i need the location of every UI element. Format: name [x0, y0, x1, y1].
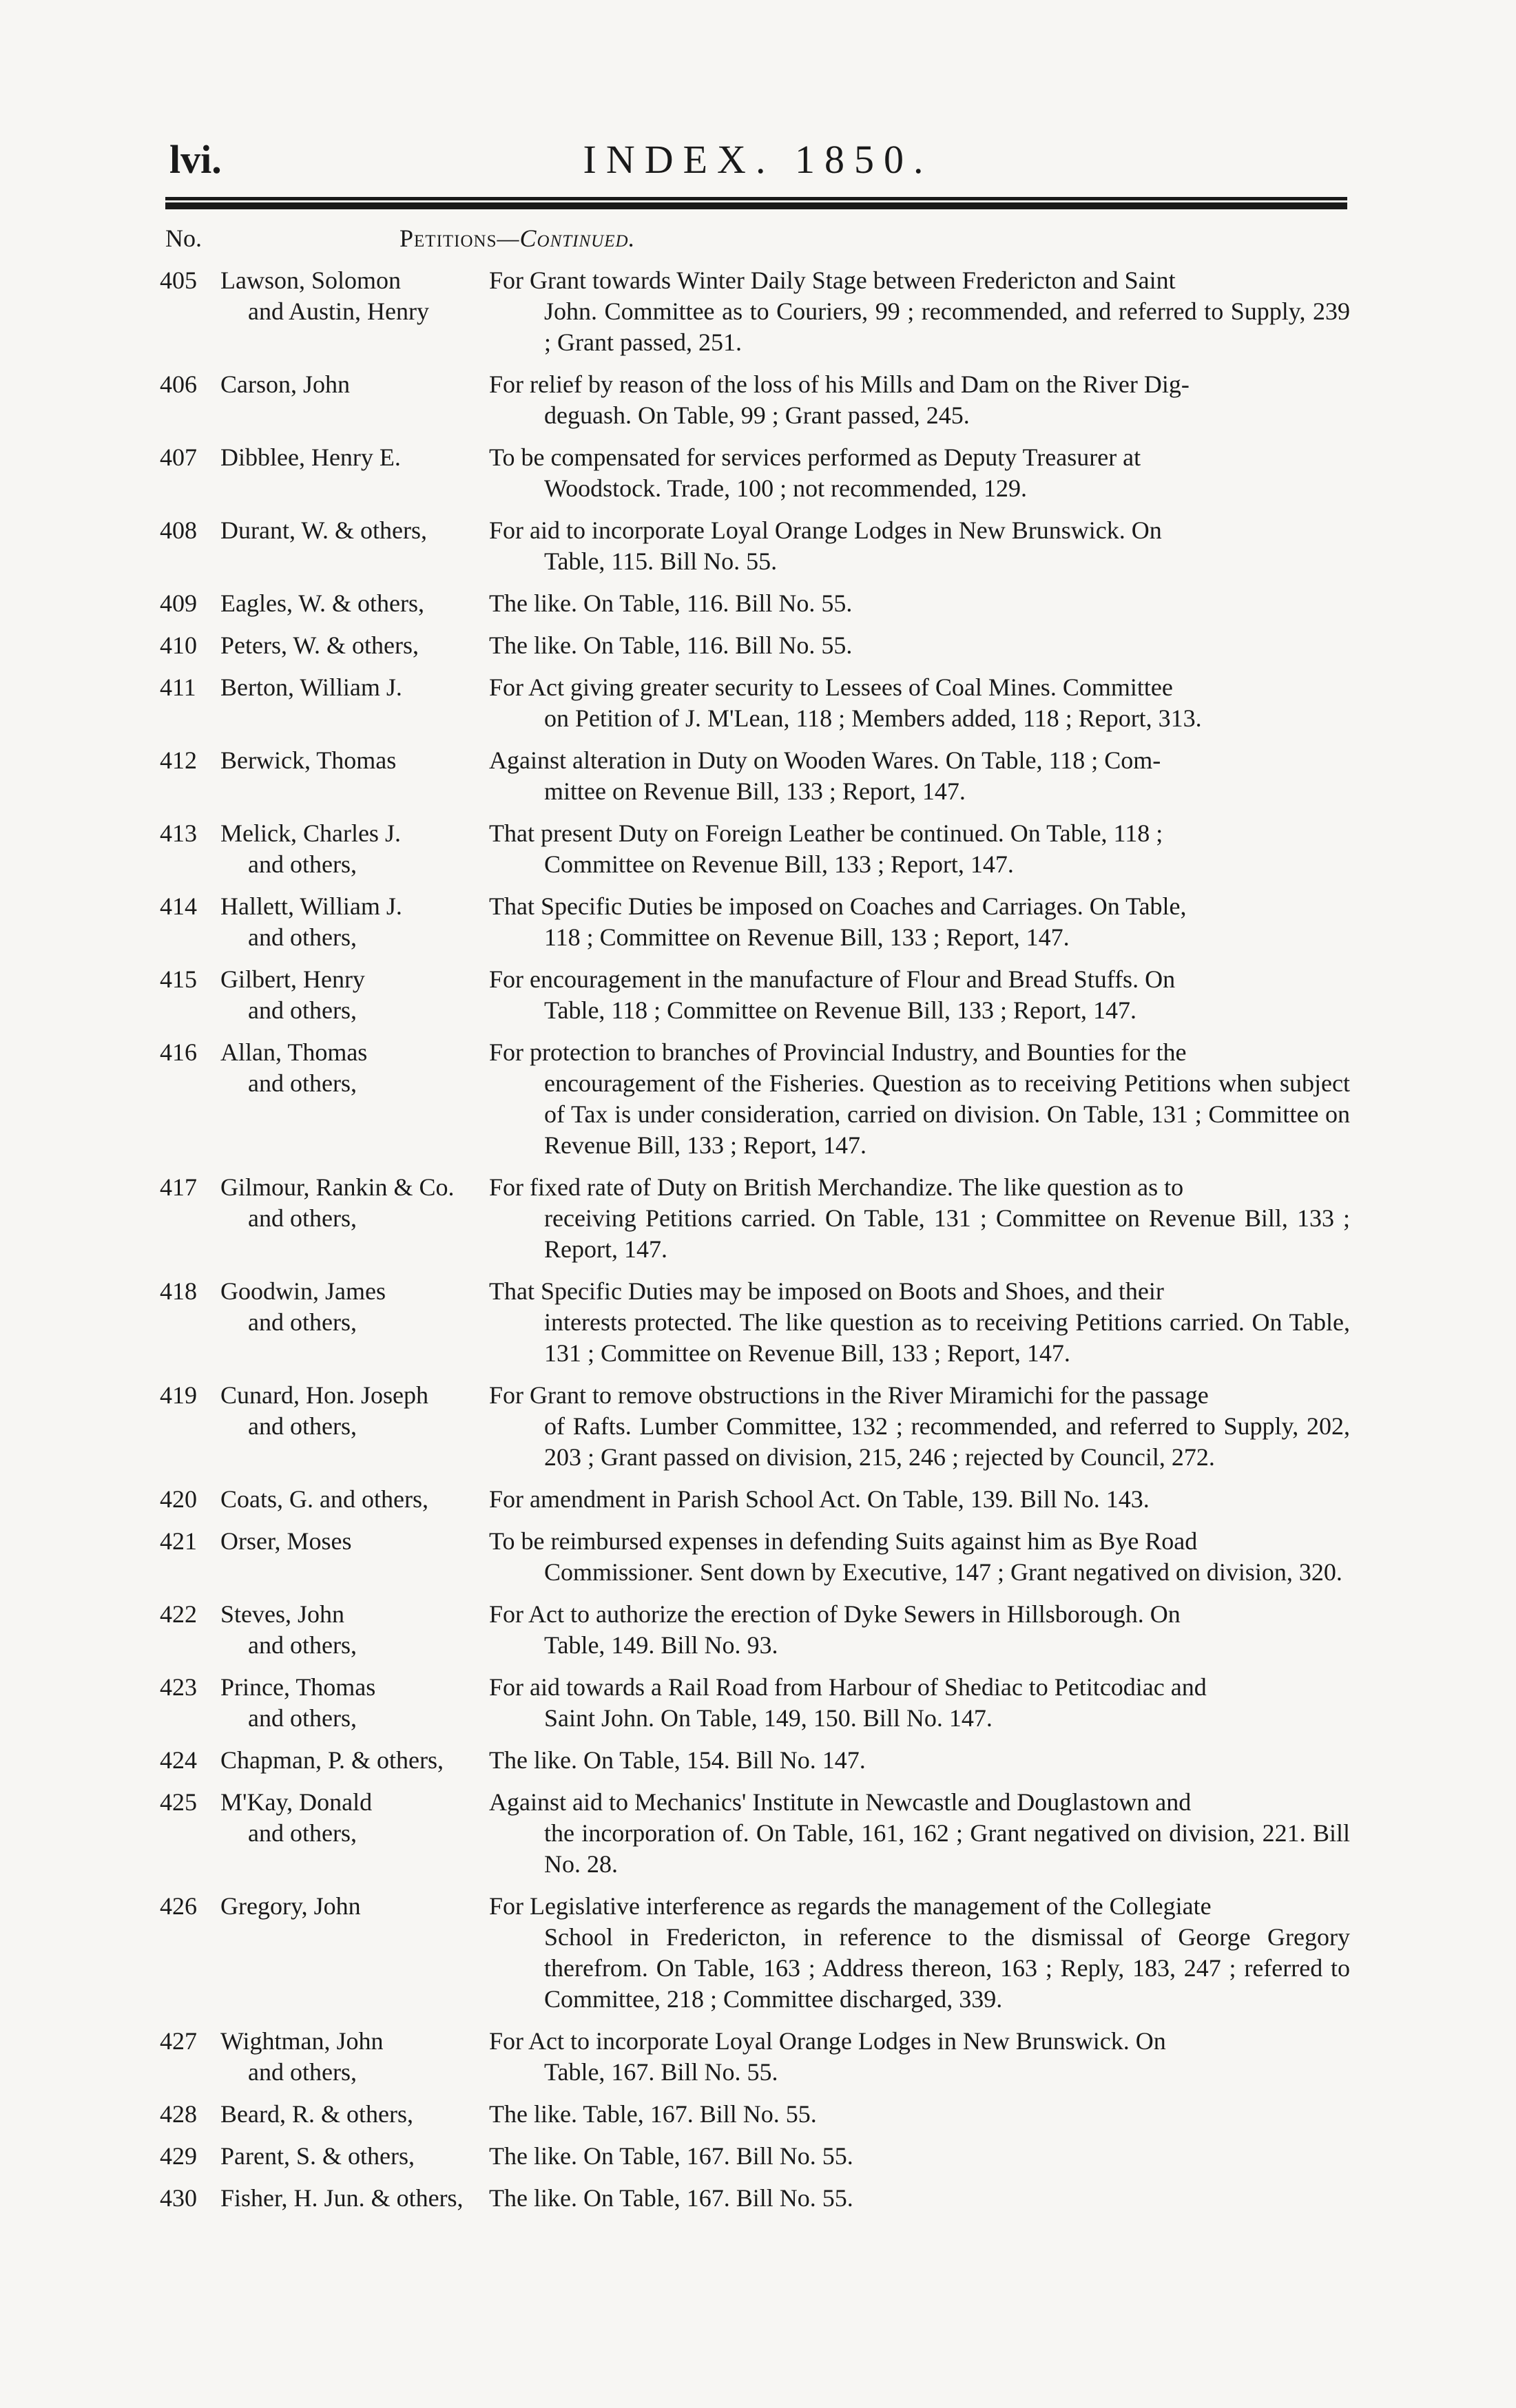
petition-number: 426 — [160, 1892, 197, 1920]
petitioner-name — [215, 1672, 489, 1734]
petitioner-name — [215, 442, 489, 504]
petitioner-name-line1: Dibblee, Henry E. — [220, 443, 401, 471]
petitioner-name-line2: and others, — [248, 1308, 357, 1336]
petition-description — [489, 1672, 1350, 1734]
petition-description — [489, 1276, 1350, 1369]
description-first-line: The like. On Table, 167. Bill No. 55. — [489, 2142, 853, 2170]
list-item — [0, 515, 1516, 577]
petitioner-name-line1: Prince, Thomas — [220, 1673, 376, 1701]
petition-description — [489, 1787, 1350, 1880]
petition-number: 429 — [160, 2142, 197, 2170]
petition-description — [489, 1891, 1350, 2015]
petition-description — [489, 964, 1350, 1026]
petition-number: 411 — [160, 673, 196, 701]
petition-description — [489, 515, 1350, 577]
petitioner-name-line1: Gilbert, Henry — [220, 965, 365, 993]
description-first-line: For Legislative interference as regards the management of the Collegiate — [489, 1892, 1212, 1920]
petition-number: 428 — [160, 2100, 197, 2128]
petitioner-name-line2: and others, — [248, 850, 357, 878]
section-heading — [399, 224, 636, 253]
description-first-line: For Act to incorporate Loyal Orange Lodges in New Brunswick. On — [489, 2027, 1166, 2055]
description-first-line: For protection to branches of Provincial Industry, and Bounties for the — [489, 1038, 1187, 1066]
description-continuation: School in Fredericton, in reference to the dismissal of George Gregory therefrom. On Table, 163 ; Address thereon, 163 ; Reply, 183, 247 ; referred to Committee, 218 ; Committee discharged, 339. — [544, 1923, 1350, 2013]
petition-description — [489, 1526, 1350, 1588]
petition-description — [489, 265, 1350, 358]
description-continuation: Table, 115. Bill No. 55. — [544, 547, 778, 575]
petitioner-name-line1: Carson, John — [220, 370, 350, 398]
description-continuation: John. Committee as to Couriers, 99 ; recommended, and referred to Supply, 239 ; Grant passed, 251. — [544, 297, 1350, 356]
list-item — [0, 1787, 1516, 1880]
list-item — [0, 2141, 1516, 2172]
petitioner-name-line1: Lawson, Solomon — [220, 266, 402, 294]
list-item — [0, 964, 1516, 1026]
petition-number: 427 — [160, 2027, 197, 2055]
petitioner-name-line2: and others, — [248, 1819, 357, 1847]
list-item — [0, 1599, 1516, 1661]
petitioner-name-line1: Coats, G. and others, — [220, 1485, 428, 1513]
petitioner-name-line1: Fisher, H. Jun. & others, — [220, 2184, 464, 2212]
description-first-line: That present Duty on Foreign Leather be continued. On Table, 118 ; — [489, 819, 1163, 847]
description-continuation: Saint John. On Table, 149, 150. Bill No. 147. — [544, 1704, 993, 1732]
petitioner-name — [215, 2099, 489, 2130]
description-first-line: For Act giving greater security to Lessees of Coal Mines. Committee — [489, 673, 1173, 701]
page-title: INDEX. 1850. — [583, 137, 933, 182]
description-continuation: of Rafts. Lumber Committee, 132 ; recommended, and referred to Supply, 202, 203 ; Grant passed on division, 215, 246 ; rejected by Council, 272. — [544, 1412, 1350, 1471]
description-first-line: Against alteration in Duty on Wooden Wares. On Table, 118 ; Com- — [489, 746, 1161, 774]
petitioner-name-line1: Gregory, John — [220, 1892, 361, 1920]
petitioner-name-line2: and others, — [248, 1631, 357, 1659]
list-item — [0, 1672, 1516, 1734]
petitioner-name-line1: Berwick, Thomas — [220, 746, 397, 774]
petitioner-name-line1: Durant, W. & others, — [220, 516, 427, 544]
description-continuation: Table, 167. Bill No. 55. — [544, 2058, 778, 2086]
petitioner-name-line2: and others, — [248, 1704, 357, 1732]
description-first-line: To be compensated for services performed as Deputy Treasurer at — [489, 443, 1141, 471]
description-continuation: mittee on Revenue Bill, 133 ; Report, 147. — [544, 777, 966, 805]
list-item — [0, 265, 1516, 358]
description-first-line: For relief by reason of the loss of his Mills and Dam on the River Dig- — [489, 370, 1190, 398]
petitioner-name — [215, 1276, 489, 1369]
description-continuation: Table, 118 ; Committee on Revenue Bill, 133 ; Report, 147. — [544, 996, 1137, 1024]
petitioner-name-line1: Hallett, William J. — [220, 892, 402, 920]
petitioner-name-line1: Eagles, W. & others, — [220, 589, 424, 617]
list-item — [0, 1037, 1516, 1161]
petition-number: 405 — [160, 266, 197, 294]
petition-number: 417 — [160, 1173, 197, 1201]
description-first-line: That Specific Duties be imposed on Coaches and Carriages. On Table, — [489, 892, 1187, 920]
description-continuation: encouragement of the Fisheries. Question as to receiving Petitions when subject of Tax is under consideration, carried on division. On Table, 131 ; Committee on Revenue Bill, 133 ; Report, 147. — [544, 1069, 1350, 1159]
description-continuation: the incorporation of. On Table, 161, 162 ; Grant negatived on division, 221. Bill No. 28. — [544, 1819, 1350, 1878]
list-item — [0, 1484, 1516, 1515]
description-first-line: For Act to authorize the erection of Dyke Sewers in Hillsborough. On — [489, 1600, 1181, 1628]
petition-description — [489, 891, 1350, 953]
petition-description — [489, 2099, 1350, 2130]
petition-number: 418 — [160, 1277, 197, 1305]
petitioner-name — [215, 369, 489, 431]
petitioner-name — [215, 2026, 489, 2088]
description-continuation: Woodstock. Trade, 100 ; not recommended, 129. — [544, 474, 1028, 502]
petitioner-name — [215, 1037, 489, 1161]
petition-description — [489, 1599, 1350, 1661]
petitioner-name-line1: Peters, W. & others, — [220, 631, 419, 659]
list-item — [0, 745, 1516, 807]
petitioner-name-line1: Orser, Moses — [220, 1527, 352, 1555]
list-item — [0, 1891, 1516, 2015]
description-first-line: For fixed rate of Duty on British Merchandize. The like question as to — [489, 1173, 1184, 1201]
petitioner-name — [215, 2141, 489, 2172]
petitioner-name — [215, 672, 489, 734]
description-first-line: The like. On Table, 154. Bill No. 147. — [489, 1746, 866, 1774]
petition-number: 423 — [160, 1673, 197, 1701]
column-header — [0, 224, 1516, 258]
petition-description — [489, 1172, 1350, 1265]
petitioner-name-line1: Gilmour, Rankin & Co. — [220, 1173, 455, 1201]
petitioner-name — [215, 891, 489, 953]
petitioner-name — [215, 1891, 489, 2015]
petition-description — [489, 1745, 1350, 1776]
petitioner-name-line1: Steves, John — [220, 1600, 344, 1628]
description-first-line: The like. On Table, 167. Bill No. 55. — [489, 2184, 853, 2212]
description-continuation: Committee on Revenue Bill, 133 ; Report, 147. — [544, 850, 1014, 878]
list-item — [0, 2183, 1516, 2214]
petition-number: 422 — [160, 1600, 197, 1628]
section-label: Petitions — [399, 224, 497, 252]
petition-number: 408 — [160, 516, 197, 544]
description-first-line: For amendment in Parish School Act. On Table, 139. Bill No. 143. — [489, 1485, 1150, 1513]
description-first-line: For Grant to remove obstructions in the River Miramichi for the passage — [489, 1381, 1209, 1409]
petition-number: 430 — [160, 2184, 197, 2212]
petitioner-name-line1: Beard, R. & others, — [220, 2100, 413, 2128]
petitioner-name — [215, 1787, 489, 1880]
petition-number: 419 — [160, 1381, 197, 1409]
petition-description — [489, 2183, 1350, 2214]
list-item — [0, 442, 1516, 504]
petitioner-name-line1: Wightman, John — [220, 2027, 384, 2055]
petitioner-name-line2: and others, — [248, 996, 357, 1024]
list-item — [0, 2099, 1516, 2130]
description-first-line: The like. On Table, 116. Bill No. 55. — [489, 589, 853, 617]
description-continuation: on Petition of J. M'Lean, 118 ; Members added, 118 ; Report, 313. — [544, 704, 1202, 732]
list-item — [0, 1380, 1516, 1473]
petition-number: 415 — [160, 965, 197, 993]
petition-description — [489, 818, 1350, 880]
list-item — [0, 818, 1516, 880]
petitioner-name-line1: Cunard, Hon. Joseph — [220, 1381, 428, 1409]
petition-index-list — [0, 265, 1516, 2225]
description-first-line: Against aid to Mechanics' Institute in Newcastle and Douglastown and — [489, 1788, 1192, 1816]
petitioner-name — [215, 1599, 489, 1661]
petition-description — [489, 672, 1350, 734]
petitioner-name-line2: and others, — [248, 1412, 357, 1440]
description-first-line: For Grant towards Winter Daily Stage between Fredericton and Saint — [489, 266, 1176, 294]
petition-number: 413 — [160, 819, 197, 847]
petitioner-name-line1: Goodwin, James — [220, 1277, 386, 1305]
petitioner-name — [215, 745, 489, 807]
list-item — [0, 588, 1516, 619]
petition-description — [489, 1484, 1350, 1515]
petitioner-name-line1: Allan, Thomas — [220, 1038, 368, 1066]
petitioner-name-line2: and others, — [248, 1204, 357, 1232]
petitioner-name-line2: and others, — [248, 923, 357, 951]
description-first-line: The like. Table, 167. Bill No. 55. — [489, 2100, 817, 2128]
petitioner-name — [215, 818, 489, 880]
list-item — [0, 1745, 1516, 1776]
list-item — [0, 630, 1516, 661]
page-number: lvi. — [169, 137, 222, 182]
petition-number: 410 — [160, 631, 197, 659]
description-first-line: For encouragement in the manufacture of Flour and Bread Stuffs. On — [489, 965, 1176, 993]
petitioner-name-line1: M'Kay, Donald — [220, 1788, 373, 1816]
description-continuation: 118 ; Committee on Revenue Bill, 133 ; Report, 147. — [544, 923, 1070, 951]
description-first-line: For aid to incorporate Loyal Orange Lodges in New Brunswick. On — [489, 516, 1162, 544]
petitioner-name — [215, 1172, 489, 1265]
header-rule — [165, 194, 1347, 209]
petitioner-name — [215, 1484, 489, 1515]
list-item — [0, 1276, 1516, 1369]
petition-number: 416 — [160, 1038, 197, 1066]
description-first-line: For aid towards a Rail Road from Harbour of Shediac to Petitcodiac and — [489, 1673, 1207, 1701]
petitioner-name-line2: and others, — [248, 2058, 357, 2086]
list-item — [0, 2026, 1516, 2088]
petitioner-name — [215, 1380, 489, 1473]
list-item — [0, 1172, 1516, 1265]
petitioner-name-line1: Berton, William J. — [220, 673, 402, 701]
description-continuation: Table, 149. Bill No. 93. — [544, 1631, 778, 1659]
petitioner-name-line2: and others, — [248, 1069, 357, 1097]
petition-description — [489, 369, 1350, 431]
description-first-line: To be reimbursed expenses in defending Suits against him as Bye Road — [489, 1527, 1198, 1555]
list-item — [0, 891, 1516, 953]
petition-description — [489, 1380, 1350, 1473]
petitioner-name-line1: Parent, S. & others, — [220, 2142, 415, 2170]
petitioner-name-line2: and Austin, Henry — [248, 297, 429, 325]
section-continued: —Continued. — [497, 224, 636, 252]
petitioner-name — [215, 1745, 489, 1776]
list-item — [0, 672, 1516, 734]
description-first-line: The like. On Table, 116. Bill No. 55. — [489, 631, 853, 659]
description-continuation: interests protected. The like question as to receiving Petitions carried. On Table, 131 ; Committee on Revenue Bill, 133 ; Report, 147. — [544, 1308, 1350, 1367]
petition-number: 412 — [160, 746, 197, 774]
petitioner-name — [215, 1526, 489, 1588]
description-continuation: receiving Petitions carried. On Table, 131 ; Committee on Revenue Bill, 133 ; Report, 147. — [544, 1204, 1350, 1263]
petitioner-name-line1: Chapman, P. & others, — [220, 1746, 444, 1774]
petition-description — [489, 1037, 1350, 1161]
petitioner-name — [215, 630, 489, 661]
petition-description — [489, 2141, 1350, 2172]
number-column-label: No. — [165, 224, 202, 252]
petition-number: 420 — [160, 1485, 197, 1513]
petition-number: 424 — [160, 1746, 197, 1774]
description-first-line: That Specific Duties may be imposed on Boots and Shoes, and their — [489, 1277, 1164, 1305]
petitioner-name — [215, 588, 489, 619]
petition-number: 407 — [160, 443, 197, 471]
petition-description — [489, 745, 1350, 807]
petition-description — [489, 442, 1350, 504]
petitioner-name — [215, 2183, 489, 2214]
petitioner-name — [215, 515, 489, 577]
petition-description — [489, 588, 1350, 619]
list-item — [0, 1526, 1516, 1588]
page-header — [0, 136, 1516, 191]
petitioner-name — [215, 964, 489, 1026]
petition-number: 425 — [160, 1788, 197, 1816]
description-continuation: deguash. On Table, 99 ; Grant passed, 245. — [544, 401, 970, 429]
petitioner-name-line1: Melick, Charles J. — [220, 819, 401, 847]
petitioner-name — [215, 265, 489, 358]
petition-number: 421 — [160, 1527, 197, 1555]
petition-number: 406 — [160, 370, 197, 398]
petition-number: 409 — [160, 589, 197, 617]
petition-number: 414 — [160, 892, 197, 920]
description-continuation: Commissioner. Sent down by Executive, 147 ; Grant negatived on division, 320. — [544, 1558, 1342, 1586]
petition-description — [489, 630, 1350, 661]
list-item — [0, 369, 1516, 431]
petition-description — [489, 2026, 1350, 2088]
